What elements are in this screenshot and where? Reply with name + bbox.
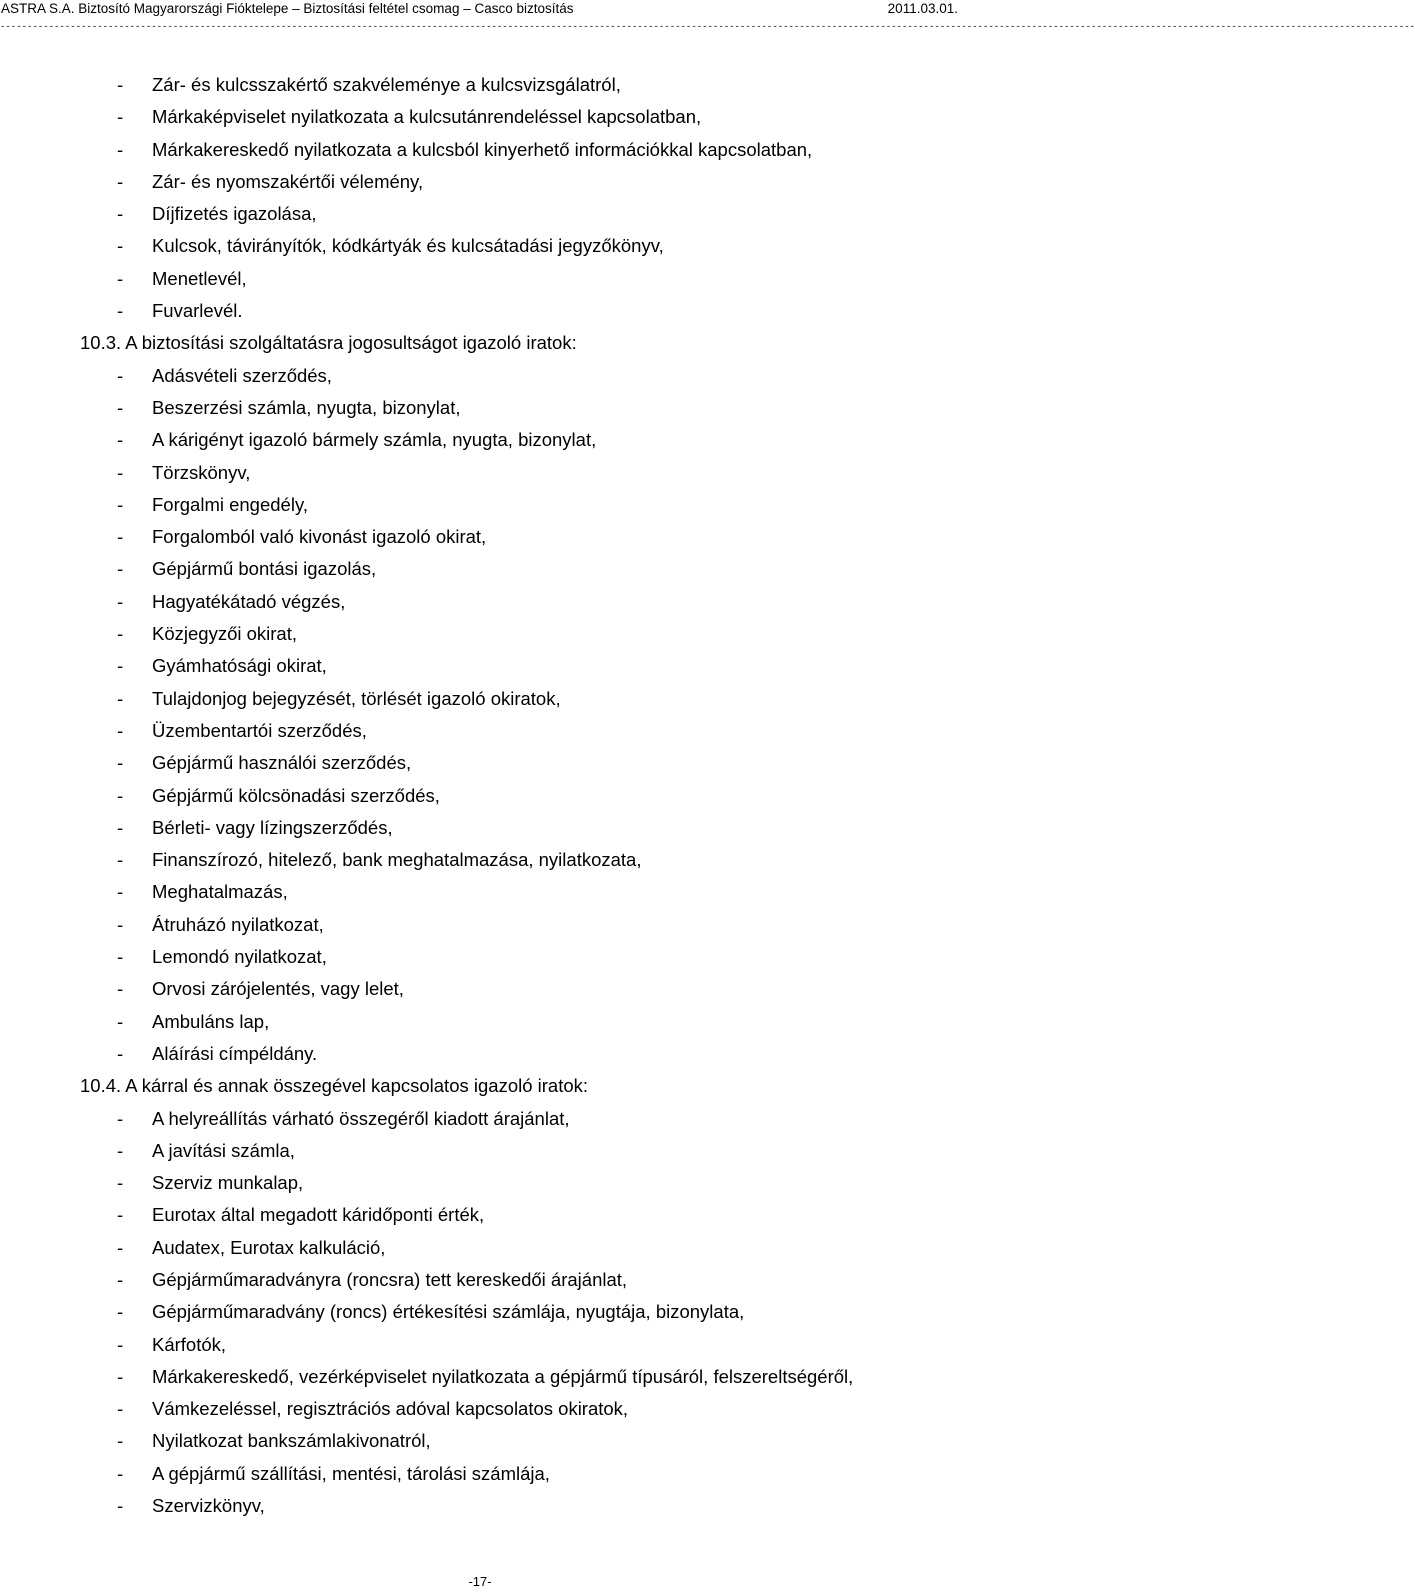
list-item: [0, 747, 960, 779]
page-number: -17-: [468, 1574, 492, 1589]
header-date: 2011.03.01.: [887, 1, 958, 16]
list-dash: -: [117, 364, 124, 386]
list-item: [0, 392, 960, 424]
list-dash: -: [117, 1010, 124, 1032]
list-item-text: Lemondó nyilatkozat,: [152, 946, 327, 968]
list-item: [0, 780, 960, 812]
list-item: [0, 166, 960, 198]
list-item-text: Gyámhatósági okirat,: [152, 655, 327, 677]
list-dash: -: [117, 558, 124, 580]
list-item: [0, 683, 960, 715]
list-item: [0, 586, 960, 618]
list-item-text: Márkakereskedő nyilatkozata a kulcsból kinyerhető információkkal kapcsolatban,: [152, 138, 813, 160]
list-item-text: Zár- és nyomszakértői vélemény,: [152, 170, 424, 192]
list-dash: -: [117, 687, 124, 709]
list-dash: -: [117, 203, 124, 225]
list-item-text: A gépjármű szállítási, mentési, tárolási számlája,: [152, 1462, 550, 1484]
list-dash: -: [117, 396, 124, 418]
list-dash: -: [117, 429, 124, 451]
list-item: [0, 1490, 960, 1522]
list-item-text: Forgalmi engedély,: [152, 493, 308, 515]
list-item: [0, 198, 960, 230]
list-dash: -: [117, 1107, 124, 1129]
list-item-text: Vámkezeléssel, regisztrációs adóval kapcsolatos okiratok,: [152, 1398, 629, 1420]
list-dash: -: [117, 1398, 124, 1420]
list-item-text: A kárigényt igazoló bármely számla, nyugta, bizonylat,: [152, 429, 597, 451]
list-dash: -: [117, 235, 124, 257]
list-item-text: Forgalomból való kivonást igazoló okirat,: [152, 526, 487, 548]
list-item: [0, 1329, 960, 1361]
list-dash: -: [117, 946, 124, 968]
list-item-text: A helyreállítás várható összegéről kiadott árajánlat,: [152, 1107, 570, 1129]
list-item: [0, 1264, 960, 1296]
list-dash: -: [117, 300, 124, 322]
list-item-text: Kárfotók,: [152, 1333, 227, 1355]
list-item-text: Zár- és kulcsszakértő szakvéleménye a kulcsvizsgálatról,: [152, 74, 621, 95]
list-dash: -: [117, 623, 124, 645]
list-item: [0, 1038, 960, 1070]
list-item-text: Gépjárműmaradvány (roncs) értékesítési számlája, nyugtája, bizonylata,: [152, 1301, 745, 1323]
intro-list: [0, 69, 960, 327]
list-item-text: Bérleti- vagy lízingszerződés,: [152, 816, 393, 838]
list-dash: -: [117, 849, 124, 871]
list-dash: -: [117, 978, 124, 1000]
list-item: [0, 457, 960, 489]
list-item: [0, 1425, 960, 1457]
list-item-text: A javítási számla,: [152, 1139, 295, 1161]
section-heading: [0, 327, 960, 359]
list-item: [0, 69, 960, 101]
list-item: [0, 812, 960, 844]
list-item-text: Szerviz munkalap,: [152, 1172, 304, 1194]
list-dash: -: [117, 461, 124, 483]
list-item-text: Ambuláns lap,: [152, 1010, 270, 1032]
section-heading: [0, 1070, 960, 1102]
document-body: [0, 69, 960, 1522]
list-item: [0, 134, 960, 166]
list-dash: -: [117, 267, 124, 289]
list-item: [0, 1167, 960, 1199]
list-item: [0, 489, 960, 521]
section-10-4: [0, 1070, 960, 1522]
list-item-text: Törzskönyv,: [152, 461, 251, 483]
list-item: [0, 650, 960, 682]
list-item-text: Gépjárműmaradványra (roncsra) tett kereskedői árajánlat,: [152, 1268, 628, 1290]
list-item: [0, 360, 960, 392]
list-dash: -: [117, 1301, 124, 1323]
list-dash: -: [117, 655, 124, 677]
list-item-text: Gépjármű használói szerződés,: [152, 752, 412, 774]
list-item-text: Márkakereskedő, vezérképviselet nyilatkozata a gépjármű típusáról, felszereltségéről,: [152, 1365, 854, 1387]
list-item: [0, 844, 960, 876]
list-item-text: Nyilatkozat bankszámlakivonatról,: [152, 1430, 431, 1452]
list-dash: -: [117, 1236, 124, 1258]
list-item-text: Orvosi zárójelentés, vagy lelet,: [152, 978, 404, 1000]
list-item: [0, 553, 960, 585]
list-item-text: Adásvételi szerződés,: [152, 364, 332, 386]
list-item: [0, 618, 960, 650]
list-item: [0, 521, 960, 553]
list-dash: -: [117, 590, 124, 612]
list-item-text: Meghatalmazás,: [152, 881, 288, 903]
list-dash: -: [117, 1462, 124, 1484]
list-item-text: Aláírási címpéldány.: [152, 1042, 318, 1064]
list-item: [0, 1006, 960, 1038]
list-item-text: Díjfizetés igazolása,: [152, 203, 317, 225]
list-dash: -: [117, 752, 124, 774]
list-item-text: Fuvarlevél.: [152, 300, 243, 322]
list-item: [0, 876, 960, 908]
list-item-text: Finanszírozó, hitelező, bank meghatalmazása, nyilatkozata,: [152, 849, 642, 871]
list-dash: -: [117, 1365, 124, 1387]
list-item: [0, 715, 960, 747]
list-item-text: Eurotax által megadott káridőponti érték,: [152, 1204, 485, 1226]
section-10-3: [0, 327, 960, 1070]
list-item-text: Kulcsok, távirányítók, kódkártyák és kulcsátadási jegyzőkönyv,: [152, 235, 664, 257]
header-document-title: ASTRA S.A. Biztosító Magyarországi Fióktelepe – Biztosítási feltétel csomag – Casco biztosítás: [1, 1, 574, 16]
list-item: [0, 101, 960, 133]
list-item-text: Szervizkönyv,: [152, 1495, 265, 1517]
list-item: [0, 1232, 960, 1264]
list-item-text: Gépjármű kölcsönadási szerződés,: [152, 784, 440, 806]
list-item-text: Gépjármű bontási igazolás,: [152, 558, 377, 580]
section-heading-text: 10.3. A biztosítási szolgáltatásra jogosultságot igazoló iratok:: [80, 332, 577, 354]
list-dash: -: [117, 1204, 124, 1226]
list-dash: -: [117, 1268, 124, 1290]
list-dash: -: [117, 170, 124, 192]
list-item: [0, 1296, 960, 1328]
list-dash: -: [117, 913, 124, 935]
list-item-text: Átruházó nyilatkozat,: [152, 913, 324, 935]
list-item-text: Hagyatékátadó végzés,: [152, 590, 346, 612]
list-dash: -: [117, 1333, 124, 1355]
list-dash: -: [117, 526, 124, 548]
list-dash: -: [117, 74, 124, 95]
list-item-text: Márkaképviselet nyilatkozata a kulcsutánrendeléssel kapcsolatban,: [152, 106, 702, 128]
list-dash: -: [117, 816, 124, 838]
list-item: [0, 909, 960, 941]
list-dash: -: [117, 1430, 124, 1452]
page-header: [0, 0, 960, 18]
list-dash: -: [117, 784, 124, 806]
list-dash: -: [117, 106, 124, 128]
list-dash: -: [117, 1495, 124, 1517]
list-item: [0, 1199, 960, 1231]
list-item: [0, 973, 960, 1005]
list-dash: -: [117, 719, 124, 741]
list-item-text: Üzembentartói szerződés,: [152, 719, 367, 741]
list-item: [0, 1393, 960, 1425]
section-heading-text: 10.4. A kárral és annak összegével kapcsolatos igazoló iratok:: [80, 1075, 589, 1097]
list-item-text: Menetlevél,: [152, 267, 247, 289]
list-item: [0, 1361, 960, 1393]
list-dash: -: [117, 138, 124, 160]
list-item: [0, 230, 960, 262]
list-dash: -: [117, 493, 124, 515]
list-dash: -: [117, 881, 124, 903]
list-item: [0, 1103, 960, 1135]
list-item: [0, 263, 960, 295]
list-item: [0, 295, 960, 327]
list-item: [0, 941, 960, 973]
list-item-text: Audatex, Eurotax kalkuláció,: [152, 1236, 386, 1258]
list-dash: -: [117, 1172, 124, 1194]
list-dash: -: [117, 1139, 124, 1161]
list-item-text: Közjegyzői okirat,: [152, 623, 297, 645]
list-item: [0, 1458, 960, 1490]
header-dashed-rule: ----------------------------------------------------------------------------------------------------------------------------------------------------------------------------------------------------------------------------------------------------------------------: [0, 22, 1415, 32]
list-item-text: Beszerzési számla, nyugta, bizonylat,: [152, 396, 461, 418]
list-item: [0, 1135, 960, 1167]
list-item-text: Tulajdonjog bejegyzését, törlését igazoló okiratok,: [152, 687, 561, 709]
list-dash: -: [117, 1042, 124, 1064]
list-item: [0, 424, 960, 456]
